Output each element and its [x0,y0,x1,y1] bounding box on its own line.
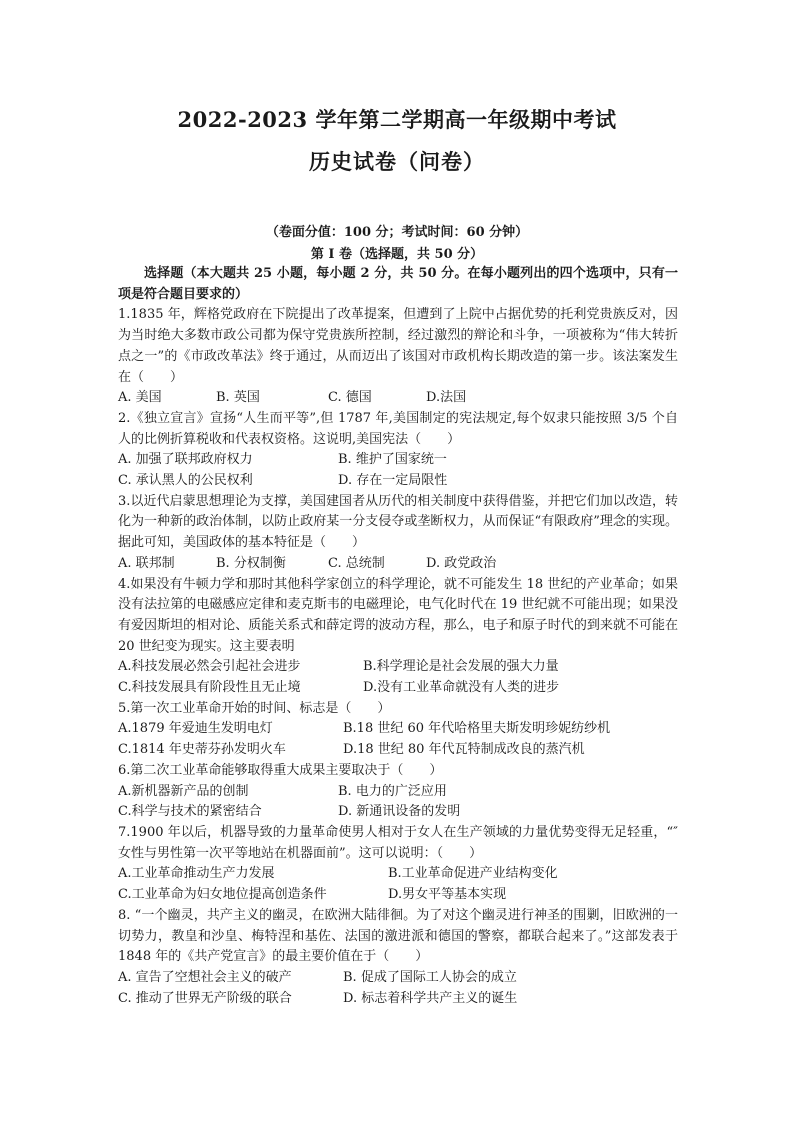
option-b: B. 维护了国家统一 [338,452,447,468]
options-row [118,989,678,1010]
options-row [118,740,678,761]
options-row [118,450,678,471]
question-3 [118,492,678,575]
option-a: A.工业革命推动生产力发展 [118,866,275,882]
question-stem: 1.1835 年，辉格党政府在下院提出了改革提案，但遭到了上院中占据优势的托利党贵族反对，因为当时绝大多数市政公司都为保守党贵族所控制，经过激烈的辩论和斗争，一项被称为“伟大转折点之一”的《市政改革法》终于通过，从而迈出了该国对市政机构长期改造的第一步。该法案发生在（ ） [118,307,678,385]
option-c: C. 总统制 [328,555,385,571]
question-6 [118,761,678,823]
option-a: A. 加强了联邦政府权力 [118,452,253,468]
option-c: C.1814 年史蒂芬孙发明火车 [118,742,286,758]
question-7 [118,823,678,906]
option-b: B. 促成了国际工人协会的成立 [343,969,517,985]
question-stem: 6.第二次工业革命能够取得重大成果主要取决于（ ） [118,762,443,778]
option-c: C. 承认黑人的公民权利 [118,473,253,489]
option-a: A.1879 年爱迪生发明电灯 [118,721,273,737]
question-stem: 3.以近代启蒙思想理论为支撑，美国建国者从历代的相关制度中获得借鉴，并把它们加以改造，转化为一种新的政治体制，以防止政府某一分支侵夺或垄断权力，从而保证“有限政府”理念的实现。据此可知，美国政体的基本特征是（ ） [118,493,678,551]
option-c: C. 推动了世界无产阶级的联合 [118,990,292,1006]
option-c: C.科技发展具有阶段性且无止境 [118,680,301,696]
option-b: B.18 世纪 60 年代哈格里夫斯发明珍妮纺纱机 [343,721,611,737]
option-d: D. 新通讯设备的发明 [338,804,461,820]
options-row [118,864,678,885]
section-instructions: 选择题（本大题共 25 小题，每小题 2 分，共 50 分。在每小题列出的四个选项中，只有一项是符合题目要求的） [118,266,678,302]
option-a: A. 美国 [118,390,162,406]
question-stem: 5.第一次工业革命开始的时间、标志是（ ） [118,700,391,716]
option-d: D.没有工业革命就没有人类的进步 [363,680,560,696]
question-stem: 8. “一个幽灵，共产主义的幽灵，在欧洲大陆徘徊。为了对这个幽灵进行神圣的围剿，旧欧洲的一切势力，教皇和沙皇、梅特涅和基佐、法国的激进派和德国的警察，都联合起来了。”这部发表于 1848 年的《共产党宣言》的最主要价值在于（ ） [118,907,678,965]
options-row [118,802,678,823]
options-row [118,471,678,492]
option-a: A. 宣告了空想社会主义的破产 [118,969,292,985]
option-b: B. 英国 [216,390,260,406]
exam-meta: （卷面分值：100 分；考试时间：60 分钟） [265,225,529,240]
option-b: B.工业革命促进产业结构变化 [388,866,558,882]
options-row [118,554,678,575]
question-4 [118,575,678,699]
option-d: D.男女平等基本实现 [388,887,507,903]
option-a: A.科技发展必然会引起社会进步 [118,659,301,675]
exam-subtitle: 历史试卷（问卷） [309,149,485,174]
options-row [118,678,678,699]
option-b: B. 电力的广泛应用 [338,783,447,799]
question-5 [118,699,678,761]
question-2 [118,409,678,492]
question-1 [118,305,678,409]
question-stem: 2.《独立宣言》宣扬“人生而平等”,但 1787 年,美国制定的宪法规定,每个奴隶只能按照 3/5 个自人的比例折算税收和代表权资格。这说明,美国宪法（ ） [118,410,678,447]
options-row [118,782,678,803]
option-d: D. 政党政治 [426,555,497,571]
option-d: D.18 世纪 80 年代瓦特制成改良的蒸汽机 [343,742,585,758]
options-row [118,885,678,906]
options-row [118,388,678,409]
options-row [118,657,678,678]
options-row [118,719,678,740]
option-d: D.法国 [426,390,467,406]
option-c: C.工业革命为妇女地位提高创造条件 [118,887,327,903]
option-a: A. 联邦制 [118,555,175,571]
question-8 [118,906,678,1010]
option-b: B. 分权制衡 [216,555,286,571]
option-b: B.科学理论是社会发展的强大力量 [363,659,559,675]
part-heading: 第 I 卷（选择题，共 50 分） [310,247,484,262]
option-c: C.科学与技术的紧密结合 [118,804,262,820]
question-stem: 4.如果没有牛顿力学和那时其他科学家创立的科学理论，就不可能发生 18 世纪的产业革命；如果没有法拉第的电磁感应定律和麦克斯韦的电磁理论，电气化时代在 19 世纪就不可能出现；如果没有爱因斯坦的相对论、质能关系式和薛定谔的波动方程，那么，电子和原子时代的到来就不可能在 20 世纪变为现实。这主要表明 [118,576,678,654]
option-c: C. 德国 [328,390,372,406]
options-row [118,968,678,989]
question-stem: 7.1900 年以后，机器导致的力量革命使男人相对于女人在生产领域的力量优势变得无足轻重，“″女性与男性第一次平等地站在机器面前”。这可以说明：（ ） [118,824,678,861]
option-d: D. 标志着科学共产主义的诞生 [343,990,518,1006]
option-d: D. 存在一定局限性 [338,473,448,489]
option-a: A.新机器新产品的创制 [118,783,249,799]
exam-content [118,264,678,1009]
exam-title: 2022-2023 学年第二学期高一年级期中考试 [177,107,617,132]
